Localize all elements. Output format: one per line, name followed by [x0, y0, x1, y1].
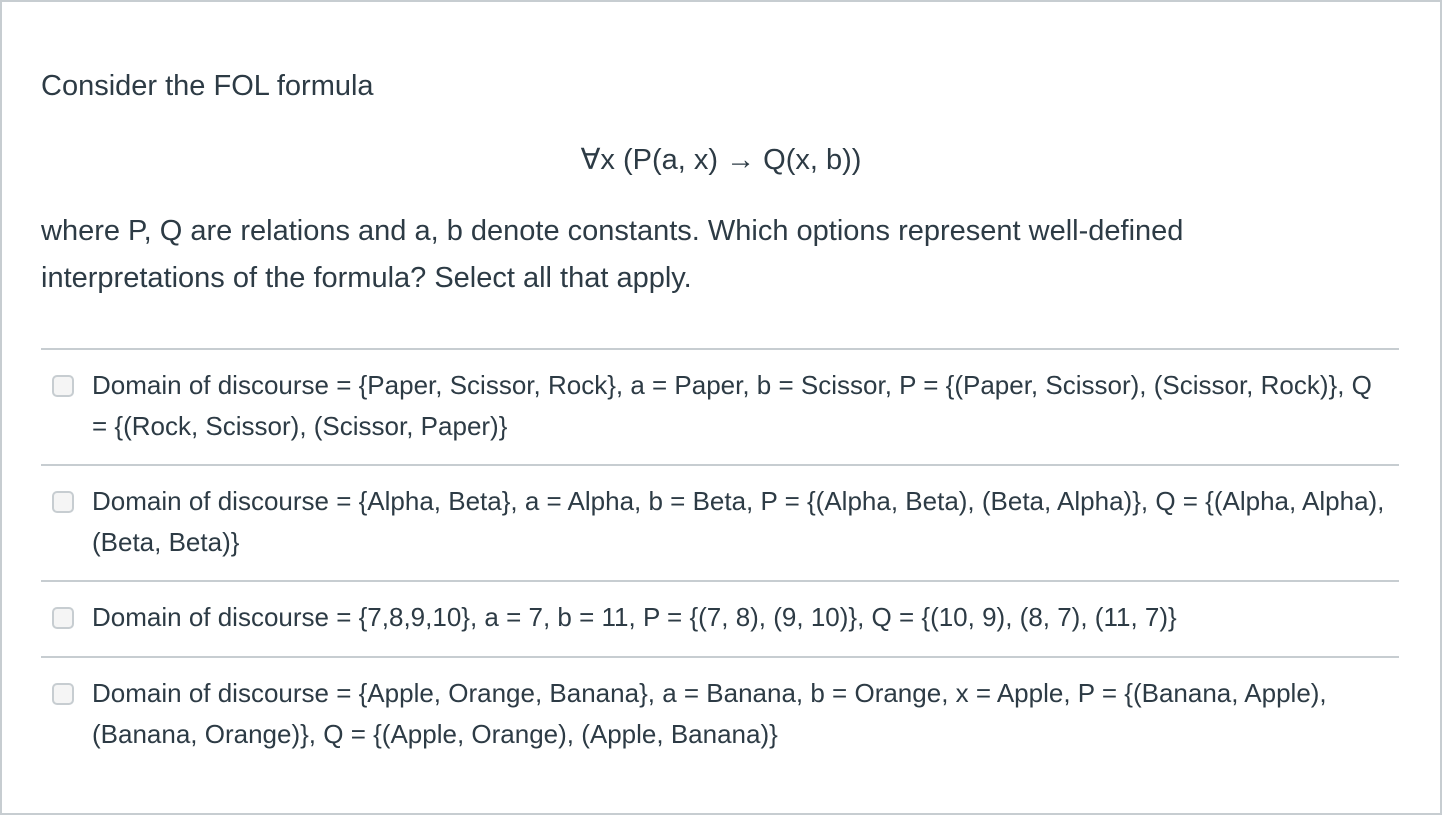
- question-text: where P, Q are relations and a, b denote constants. Which options represent well-defined interpretations of the formula? Select all that apply.: [41, 215, 1184, 294]
- answer-label-4[interactable]: Domain of discourse = {Apple, Orange, Banana}, a = Banana, b = Orange, x = Apple, P = {(Banana, Apple), (Banana, Orange)}, Q = {(Apple, Orange), (Apple, Banana)}: [92, 678, 1327, 749]
- answer-option-3[interactable]: [41, 580, 1399, 656]
- answer-checkbox-4[interactable]: [52, 683, 74, 705]
- fol-formula: ∀x (P(a, x) → Q(x, b)): [580, 144, 862, 176]
- answer-label-1[interactable]: Domain of discourse = {Paper, Scissor, Rock}, a = Paper, b = Scissor, P = {(Paper, Scissor), (Scissor, Rock)}, Q = {(Rock, Scissor), (Scissor, Paper)}: [92, 370, 1372, 441]
- answer-checkbox-1[interactable]: [52, 375, 74, 397]
- question-intro: Consider the FOL formula: [41, 70, 374, 102]
- answer-checkbox-2[interactable]: [52, 491, 74, 513]
- answer-option-1[interactable]: [41, 348, 1399, 464]
- answer-list: [41, 348, 1399, 766]
- answer-option-2[interactable]: [41, 464, 1399, 580]
- answer-checkbox-3[interactable]: [52, 607, 74, 629]
- answer-label-3[interactable]: Domain of discourse = {7,8,9,10}, a = 7, b = 11, P = {(7, 8), (9, 10)}, Q = {(10, 9), (8, 7), (11, 7)}: [92, 602, 1177, 632]
- answer-label-2[interactable]: Domain of discourse = {Alpha, Beta}, a = Alpha, b = Beta, P = {(Alpha, Beta), (Beta, Alpha)}, Q = {(Alpha, Alpha), (Beta, Beta)}: [92, 486, 1385, 557]
- answer-option-4[interactable]: [41, 656, 1399, 766]
